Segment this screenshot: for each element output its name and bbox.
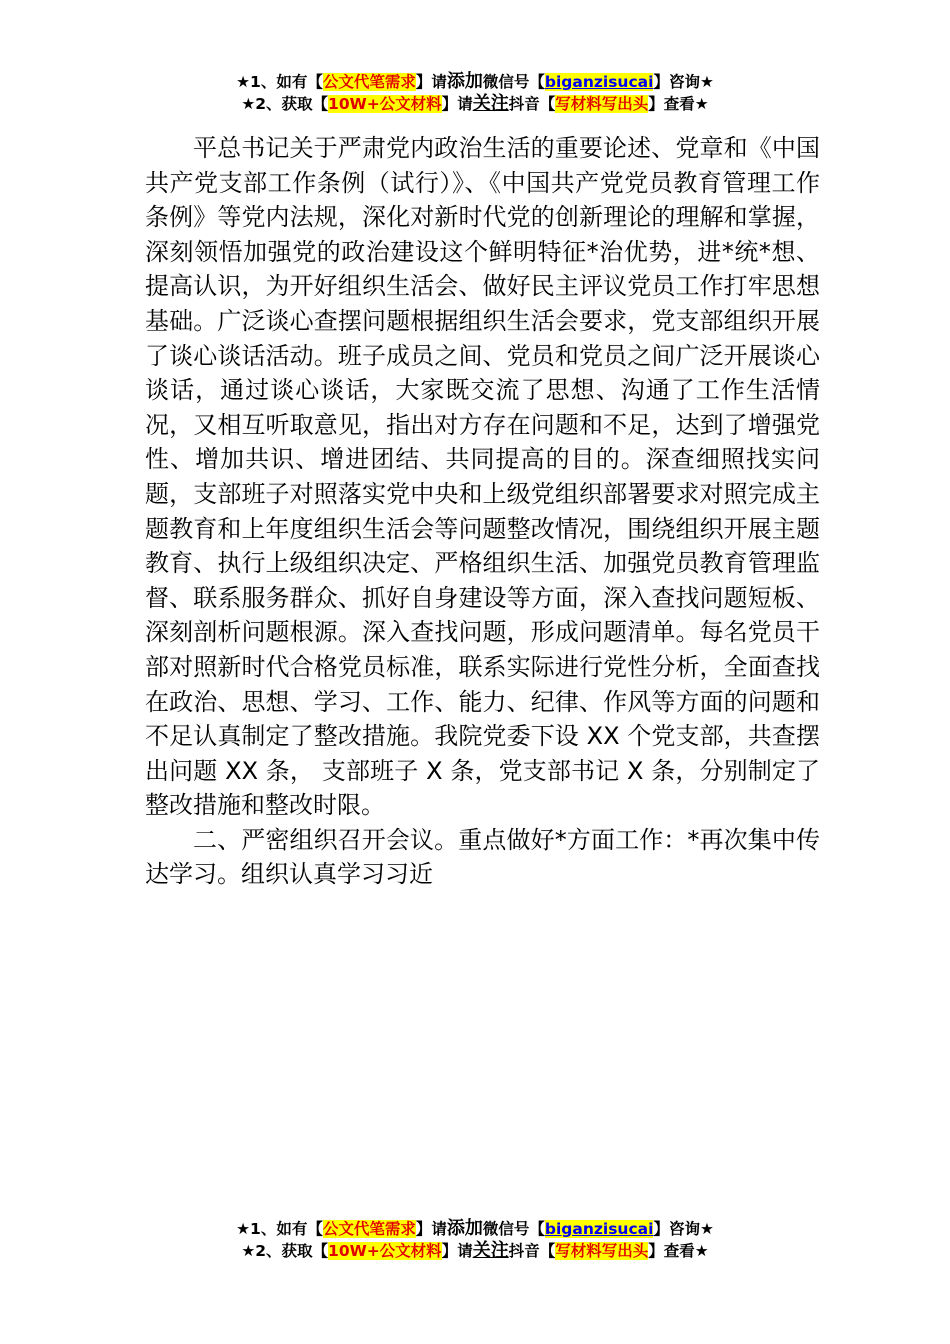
promo-banner-bottom: [0, 1218, 950, 1262]
promo-highlight: 10W+公文材料: [328, 1242, 442, 1260]
body-paragraph-1: 平总书记关于严肃党内政治生活的重要论述、党章和《中国共产党支部工作条例（试行）》、《中国共产党党员教育管理工作条例》等党内法规，深化对新时代党的创新理论的理解和掌握，深刻领悟加强党的政治建设这个鲜明特征*治优势，进*统*想、提高认识，为开好组织生活会、做好民主评议党员工作打牢思想基础。广泛谈心查摆问题根据组织生活会要求，党支部组织开展了谈心谈话活动。班子成员之间、党员和党员之间广泛开展谈心谈话，通过谈心谈话，大家既交流了思想、沟通了工作生活情况，又相互听取意见，指出对方存在问题和不足，达到了增强党性、增加共识、增进团结、共同提高的目的。深查细照找实问题，支部班子对照落实党中央和上级党组织部署要求对照完成主题教育和上年度组织生活会等问题整改情况，围绕组织开展主题教育、执行上级组织决定、严格组织生活、加强党员教育管理监督、联系服务群众、抓好自身建设等方面，深入查找问题短板、深刻剖析问题根源。深入查找问题，形成问题清单。每名党员干部对照新时代合格党员标准，联系实际进行党性分析，全面查找在政治、思想、学习、工作、能力、纪律、作风等方面的问题和不足认真制定了整改措施。我院党委下设 XX 个党支部，共查摆出问题 XX 条， 支部班子 X 条，党支部书记 X 条，分别制定了整改措施和整改时限。: [145, 134, 820, 820]
promo-highlight: 公文代笔需求: [322, 73, 416, 91]
promo-emphasis: 关注: [472, 1240, 509, 1261]
douyin-account-highlight: 写材料写出头: [555, 95, 649, 113]
promo-emphasis: 添加: [446, 71, 483, 92]
document-body: [145, 131, 820, 892]
promo-line-2: ★2、获取【10W+公文材料】请关注抖音【写材料写出头】查看★: [241, 93, 709, 114]
promo-emphasis: 关注: [472, 93, 509, 114]
promo-line-1: ★1、如有【公文代笔需求】请添加微信号【biganzisucai】咨询★: [236, 1218, 714, 1239]
promo-line-2: ★2、获取【10W+公文材料】请关注抖音【写材料写出头】查看★: [241, 1240, 709, 1261]
promo-emphasis: 添加: [446, 1218, 483, 1239]
wechat-id-link[interactable]: biganzisucai: [544, 1220, 654, 1238]
wechat-id-link[interactable]: biganzisucai: [544, 73, 654, 91]
promo-line-1: ★1、如有【公文代笔需求】请添加微信号【biganzisucai】咨询★: [236, 71, 714, 92]
promo-highlight: 公文代笔需求: [322, 1220, 416, 1238]
douyin-account-highlight: 写材料写出头: [555, 1242, 649, 1260]
body-paragraph-2: 二、严密组织召开会议。重点做好*方面工作：*再次集中传达学习。组织认真学习习近: [145, 825, 820, 889]
promo-highlight: 10W+公文材料: [328, 95, 442, 113]
promo-banner-top: [0, 71, 950, 115]
